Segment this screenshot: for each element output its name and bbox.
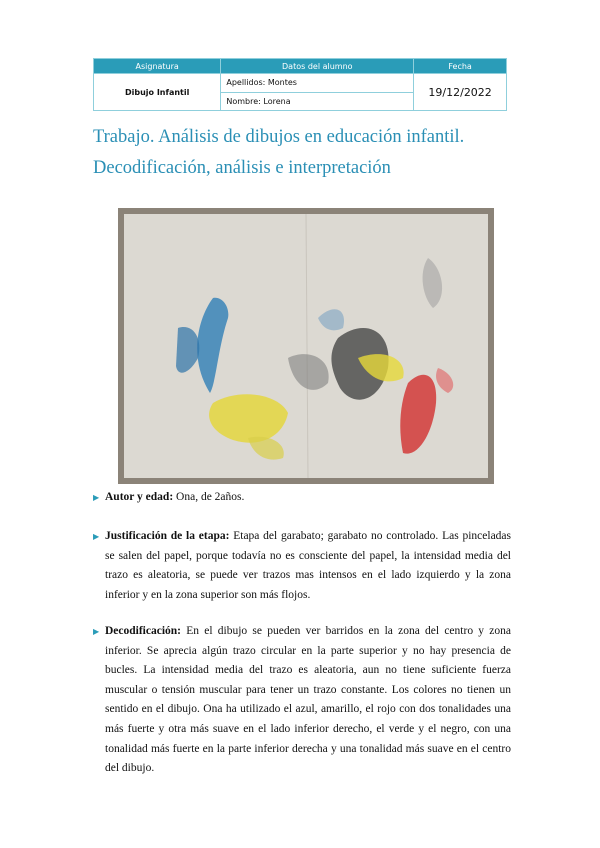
bullet-arrow-icon: ▶ xyxy=(93,627,100,636)
header-row xyxy=(94,59,507,74)
header-col-student: Datos del alumno xyxy=(221,59,414,74)
bullet-arrow-icon: ▶ xyxy=(93,493,100,502)
section-text: En el dibujo se pueden ver barridos en la zona del centro y zona inferior. Se aprecia algún trazo circular en la parte superior y no hay presencia de bucles. La intensidad media del trazo es aleatoria, aun no tiene suficiente fuerza muscular o tensión muscular para tener un trazo constante. Los colores no tienen un sentido en el dibujo. Ona ha utilizado el azul, amarillo, el rojo con dos tonalidades una más fuerte y otra más suave en el lado inferior derecho, el verde y el negro, con una tonalidad más fuerte en la parte inferior derecha y una tonalidad más suave en el centro del dibujo. xyxy=(105,625,511,775)
date-cell: 19/12/2022 xyxy=(414,74,507,111)
section-label: Justificación de la etapa: xyxy=(105,530,230,542)
section-justification xyxy=(93,527,511,605)
section-author xyxy=(93,488,511,508)
bullet-arrow-icon: ▶ xyxy=(93,532,100,541)
section-text: Etapa del garabato; garabato no controlado. Las pinceladas se salen del papel, porque todavía no es consciente del papel, la intensidad media del trazo es aleatoria, se puede ver trazos mas intensos en el lado izquierdo y la zona inferior y en la zona superior son más flojos. xyxy=(105,530,511,601)
page-title xyxy=(93,122,513,184)
header-table xyxy=(93,58,507,111)
name-cell: Nombre: Lorena xyxy=(221,92,414,111)
header-col-date: Fecha xyxy=(414,59,507,74)
surname-cell: Apellidos: Montes xyxy=(221,74,414,93)
title-line-1: Trabajo. Análisis de dibujos en educación infantil. xyxy=(93,127,465,147)
section-text: Ona, de 2años. xyxy=(173,491,245,503)
section-label: Decodificación: xyxy=(105,625,182,637)
title-line-2: Decodificación, análisis e interpretación xyxy=(93,158,391,178)
header-col-subject: Asignatura xyxy=(94,59,221,74)
subject-cell: Dibujo Infantil xyxy=(94,74,221,111)
section-label: Autor y edad: xyxy=(105,491,174,503)
section-decoding xyxy=(93,622,511,779)
child-painting-photo xyxy=(118,208,494,484)
